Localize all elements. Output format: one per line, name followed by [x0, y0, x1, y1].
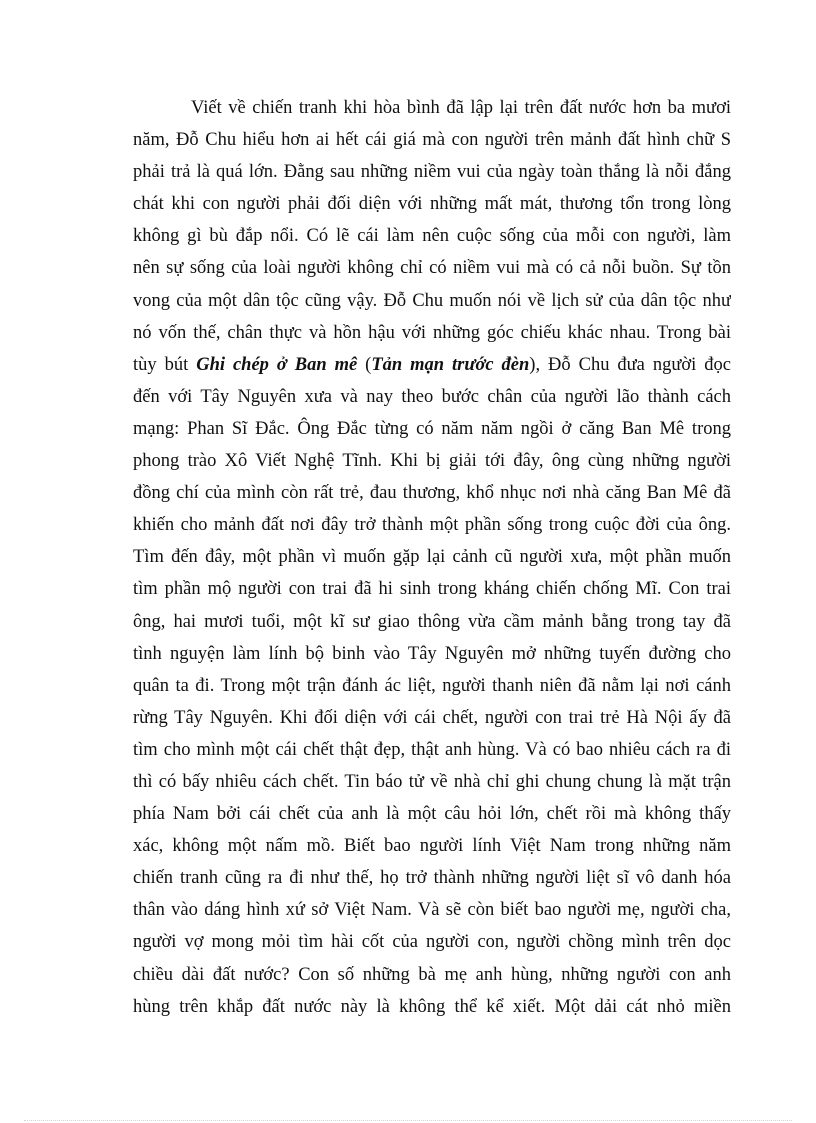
paragraph-line: vong của một dân tộc cũng vậy. Đỗ Chu muốn nói về lịch sử của dân tộc như [133, 290, 731, 311]
paragraph-line: đến với Tây Nguyên xưa và nay theo bước chân của người lão thành cách [133, 386, 731, 407]
paragraph-line: nên sự sống của loài người không chỉ có niềm vui mà có cả nỗi buồn. Sự tồn [133, 258, 731, 279]
paragraph-line: phía Nam bởi cái chết của anh là một câu hỏi lớn, chết rồi mà không thấy [133, 804, 731, 825]
paragraph-line: xác, không một nấm mồ. Biết bao người lính Việt Nam trong những năm [133, 836, 731, 857]
paragraph-line: tìm phần mộ người con trai đã hi sinh trong kháng chiến chống Mĩ. Con trai [133, 579, 731, 600]
paragraph-line: phải trả là quá lớn. Đằng sau những niềm vui của ngày toàn thắng là nỗi đắng [133, 162, 731, 183]
body-paragraph [133, 92, 731, 1023]
page-bottom-divider [24, 1120, 792, 1121]
paragraph-line: chiến tranh cũng ra đi như thế, họ trở thành những người liệt sĩ vô danh hóa [133, 868, 731, 889]
paragraph-line: Viết về chiến tranh khi hòa bình đã lập lại trên đất nước hơn ba mươi [191, 98, 731, 118]
paragraph-line: năm, Đỗ Chu hiểu hơn ai hết cái giá mà con người trên mảnh đất hình chữ S [133, 130, 731, 151]
paragraph-line: phong trào Xô Viết Nghệ Tĩnh. Khi bị giải tới đây, ông cùng những người [133, 451, 731, 472]
paragraph-line: khiến cho mảnh đất nơi đây trở thành một phần sống trong cuộc đời của ông. [133, 515, 731, 536]
paragraph-line: người vợ mong mỏi tìm hài cốt của người con, người chồng mình trên dọc [133, 932, 731, 953]
line-text: ( [357, 354, 372, 375]
paragraph-line: hùng trên khắp đất nước này là không thể kể xiết. Một dải cát nhỏ miền [133, 996, 731, 1017]
work-title-tan-man: Tản mạn trước đèn [371, 354, 530, 375]
paragraph-line: Tìm đến đây, một phần vì muốn gặp lại cảnh cũ người xưa, một phần muốn [133, 547, 731, 568]
paragraph-line: nó vốn thế, chân thực và hồn hậu với những góc chiếu khác nhau. Trong bài [133, 322, 731, 343]
paragraph-line: chát khi con người phải đối diện với những mất mát, thương tổn trong lòng [133, 194, 731, 215]
paragraph-line: quân ta đi. Trong một trận đánh ác liệt, người thanh niên đã nằm lại nơi cánh [133, 675, 731, 696]
line-text: tùy bút [133, 354, 197, 375]
paragraph-line: rừng Tây Nguyên. Khi đối diện với cái chết, người con trai trẻ Hà Nội ấy đã [133, 707, 731, 728]
paragraph-line: chiều dài đất nước? Con số những bà mẹ anh hùng, những người con anh [133, 964, 731, 985]
work-title-ghi-chep: Ghi chép ở Ban mê [196, 354, 358, 375]
paragraph-line-with-titles [133, 349, 731, 381]
paragraph-line: tình nguyện làm lính bộ binh vào Tây Nguyên mở những tuyến đường cho [133, 643, 731, 664]
paragraph-line: không gì bù đắp nổi. Có lẽ cái làm nên cuộc sống của mỗi con người, làm [133, 226, 731, 247]
paragraph-line: tìm cho mình một cái chết thật đẹp, thật anh hùng. Và có bao nhiêu cách ra đi [133, 739, 731, 760]
paragraph-line: ông, hai mươi tuổi, một kĩ sư giao thông vừa cầm mảnh bằng trong tay đã [133, 611, 731, 632]
paragraph-line: đồng chí của mình còn rất trẻ, đau thương, khổ nhục nơi nhà căng Ban Mê đã [133, 483, 731, 504]
paragraph-line: mạng: Phan Sĩ Đắc. Ông Đắc từng có năm năm ngồi ở căng Ban Mê trong [133, 418, 731, 439]
line-text: ), Đỗ Chu đưa người đọc [529, 354, 731, 375]
paragraph-line: thì có bấy nhiêu cách chết. Tin báo tử về nhà chỉ ghi chung chung là mặt trận [133, 771, 731, 792]
paragraph-line: thân vào dáng hình xứ sở Việt Nam. Và sẽ còn biết bao người mẹ, người cha, [133, 900, 731, 921]
